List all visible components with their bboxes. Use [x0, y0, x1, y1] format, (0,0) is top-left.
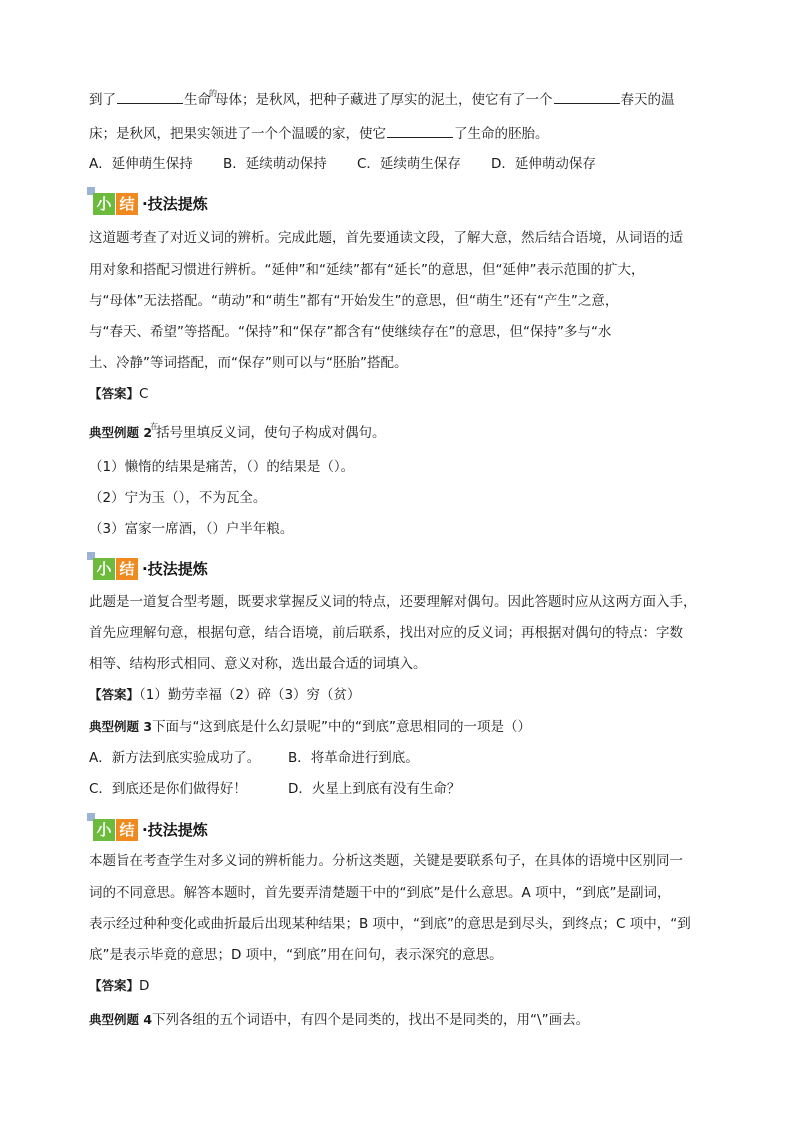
option-d: D．火星上到底有没有生命？ [288, 781, 461, 797]
option-a: A．新方法到底实验成功了。 [89, 750, 261, 766]
question-label: 典型例题 3 [89, 719, 153, 734]
answer-label: 【答案】 [89, 386, 140, 401]
badge-xiao: 小 [93, 193, 115, 215]
answer-line [89, 685, 361, 705]
q1-line-2 [89, 123, 549, 144]
badge-xiao: 小 [93, 819, 115, 841]
answer-label: 【答案】 [89, 978, 140, 993]
q2-item-3: （3）富家一席酒，（）户半年粮。 [89, 521, 294, 537]
analysis-line: 与“母体”无法搭配。“萌动”和“萌生”都有“开始发生”的意思，但“萌生”还有“产生”之意， [89, 293, 619, 309]
q1-superscript: 的 [209, 89, 217, 98]
q3-options-row-1 [89, 748, 419, 768]
badge-jie: 结 [116, 819, 138, 841]
question-text: 括号里填反义词，使句子构成对偶句。 [156, 425, 386, 441]
q1-options [89, 154, 596, 174]
analysis-line: 土、冷静”等词搭配，而“保存”则可以与“胚胎”搭配。 [89, 355, 408, 371]
option-b: B．延续萌动保持 [223, 156, 327, 172]
q2-stem [89, 423, 386, 445]
analysis-line: 这道题考查了对近义词的辨析。完成此题，首先要通读文段，了解大意，然后结合语境，从词语的适 [89, 230, 683, 246]
q4-stem [89, 1010, 589, 1030]
q1-text: 春天的温 [620, 92, 675, 108]
answer-value: D [139, 978, 150, 994]
answer-line [89, 384, 148, 404]
q1-text: 床；是秋风，把果实领进了一个个温暖的家，使它 [89, 126, 386, 142]
analysis-line: 词的不同意思。解答本题时，首先要弄清楚题干中的“到底”是什么意思。A 项中，“到底”是副词， [89, 885, 671, 901]
q1-text: 到了 [89, 92, 116, 108]
badge-xiao: 小 [93, 558, 115, 580]
q3-options-row-2 [89, 779, 460, 799]
q2-item-2: （2）宁为玉（），不为瓦全。 [89, 490, 267, 506]
section-title: ·技法提炼 [142, 195, 208, 213]
q1-text: 了生命的胚胎。 [454, 126, 549, 142]
q1-line-1 [89, 89, 675, 112]
analysis-line: 本题旨在考查学生对多义词的辨析能力。分析这类题，关键是要联系句子，在具体的语境中区别同一 [89, 853, 683, 869]
question-label: 典型例题 4 [89, 1012, 153, 1027]
analysis-line: 此题是一道复合型考题，既要求掌握反义词的特点，还要理解对偶句。因此答题时应从这两方面入手， [89, 594, 697, 610]
question-text: 下面与“这到底是什么幻景呢”中的“到底”意思相同的一项是（） [152, 719, 532, 735]
q3-stem [89, 717, 531, 737]
analysis-line: 相等、结构形式相同、意义对称，选出最合适的词填入。 [89, 656, 427, 672]
option-d: D．延伸萌动保存 [491, 156, 596, 172]
fill-blank[interactable] [117, 89, 183, 104]
q2-item-1: （1）懒惰的结果是痛苦，（）的结果是（）。 [89, 459, 355, 475]
analysis-line: 首先应理解句意，根据句意，结合语境，前后联系，找出对应的反义词；再根据对偶句的特点：字数 [89, 625, 683, 641]
section-title: ·技法提炼 [142, 821, 208, 839]
fill-blank[interactable] [554, 89, 620, 104]
question-text: 下列各组的五个词语中，有四个是同类的，找出不是同类的，用“\”画去。 [152, 1012, 590, 1028]
section-title: ·技法提炼 [142, 560, 208, 578]
option-c: C．延续萌生保存 [357, 156, 461, 172]
analysis-line: 与“春天、希望”等搭配。“保持”和“保存”都含有“使继续存在”的意思，但“保持”多与“水 [89, 324, 612, 340]
option-b: B．将革命进行到底。 [288, 750, 419, 766]
q2-superscript: 在 [150, 422, 159, 431]
analysis-line: 用对象和搭配习惯进行辨析。“延伸”和“延续”都有“延长”的意思，但“延伸”表示范围的扩大， [89, 262, 645, 278]
option-a: A．延伸萌生保持 [89, 156, 193, 172]
badge-jie: 结 [116, 558, 138, 580]
badge-jie: 结 [116, 193, 138, 215]
q1-text: 生命 [184, 92, 211, 108]
analysis-line: 表示经过种种变化或曲折最后出现某种结果；B 项中，“到底”的意思是到尽头，到终点；C 项中，“到 [89, 916, 691, 932]
fill-blank[interactable] [387, 123, 453, 138]
answer-value: C [139, 386, 149, 402]
analysis-line: 底”是表示毕竟的意思；D 项中，“到底”用在问句，表示深究的意思。 [89, 947, 503, 963]
answer-label: 【答案】 [89, 687, 140, 702]
option-c: C．到底还是你们做得好！ [89, 781, 247, 797]
answer-value: （1）勤劳幸福（2）碎（3）穷（贫） [139, 687, 361, 703]
question-label: 典型例题 2 [89, 425, 153, 440]
q1-text: 母体；是秋风，把种子藏进了厚实的泥土，使它有了一个 [215, 92, 553, 108]
answer-line [89, 976, 149, 996]
